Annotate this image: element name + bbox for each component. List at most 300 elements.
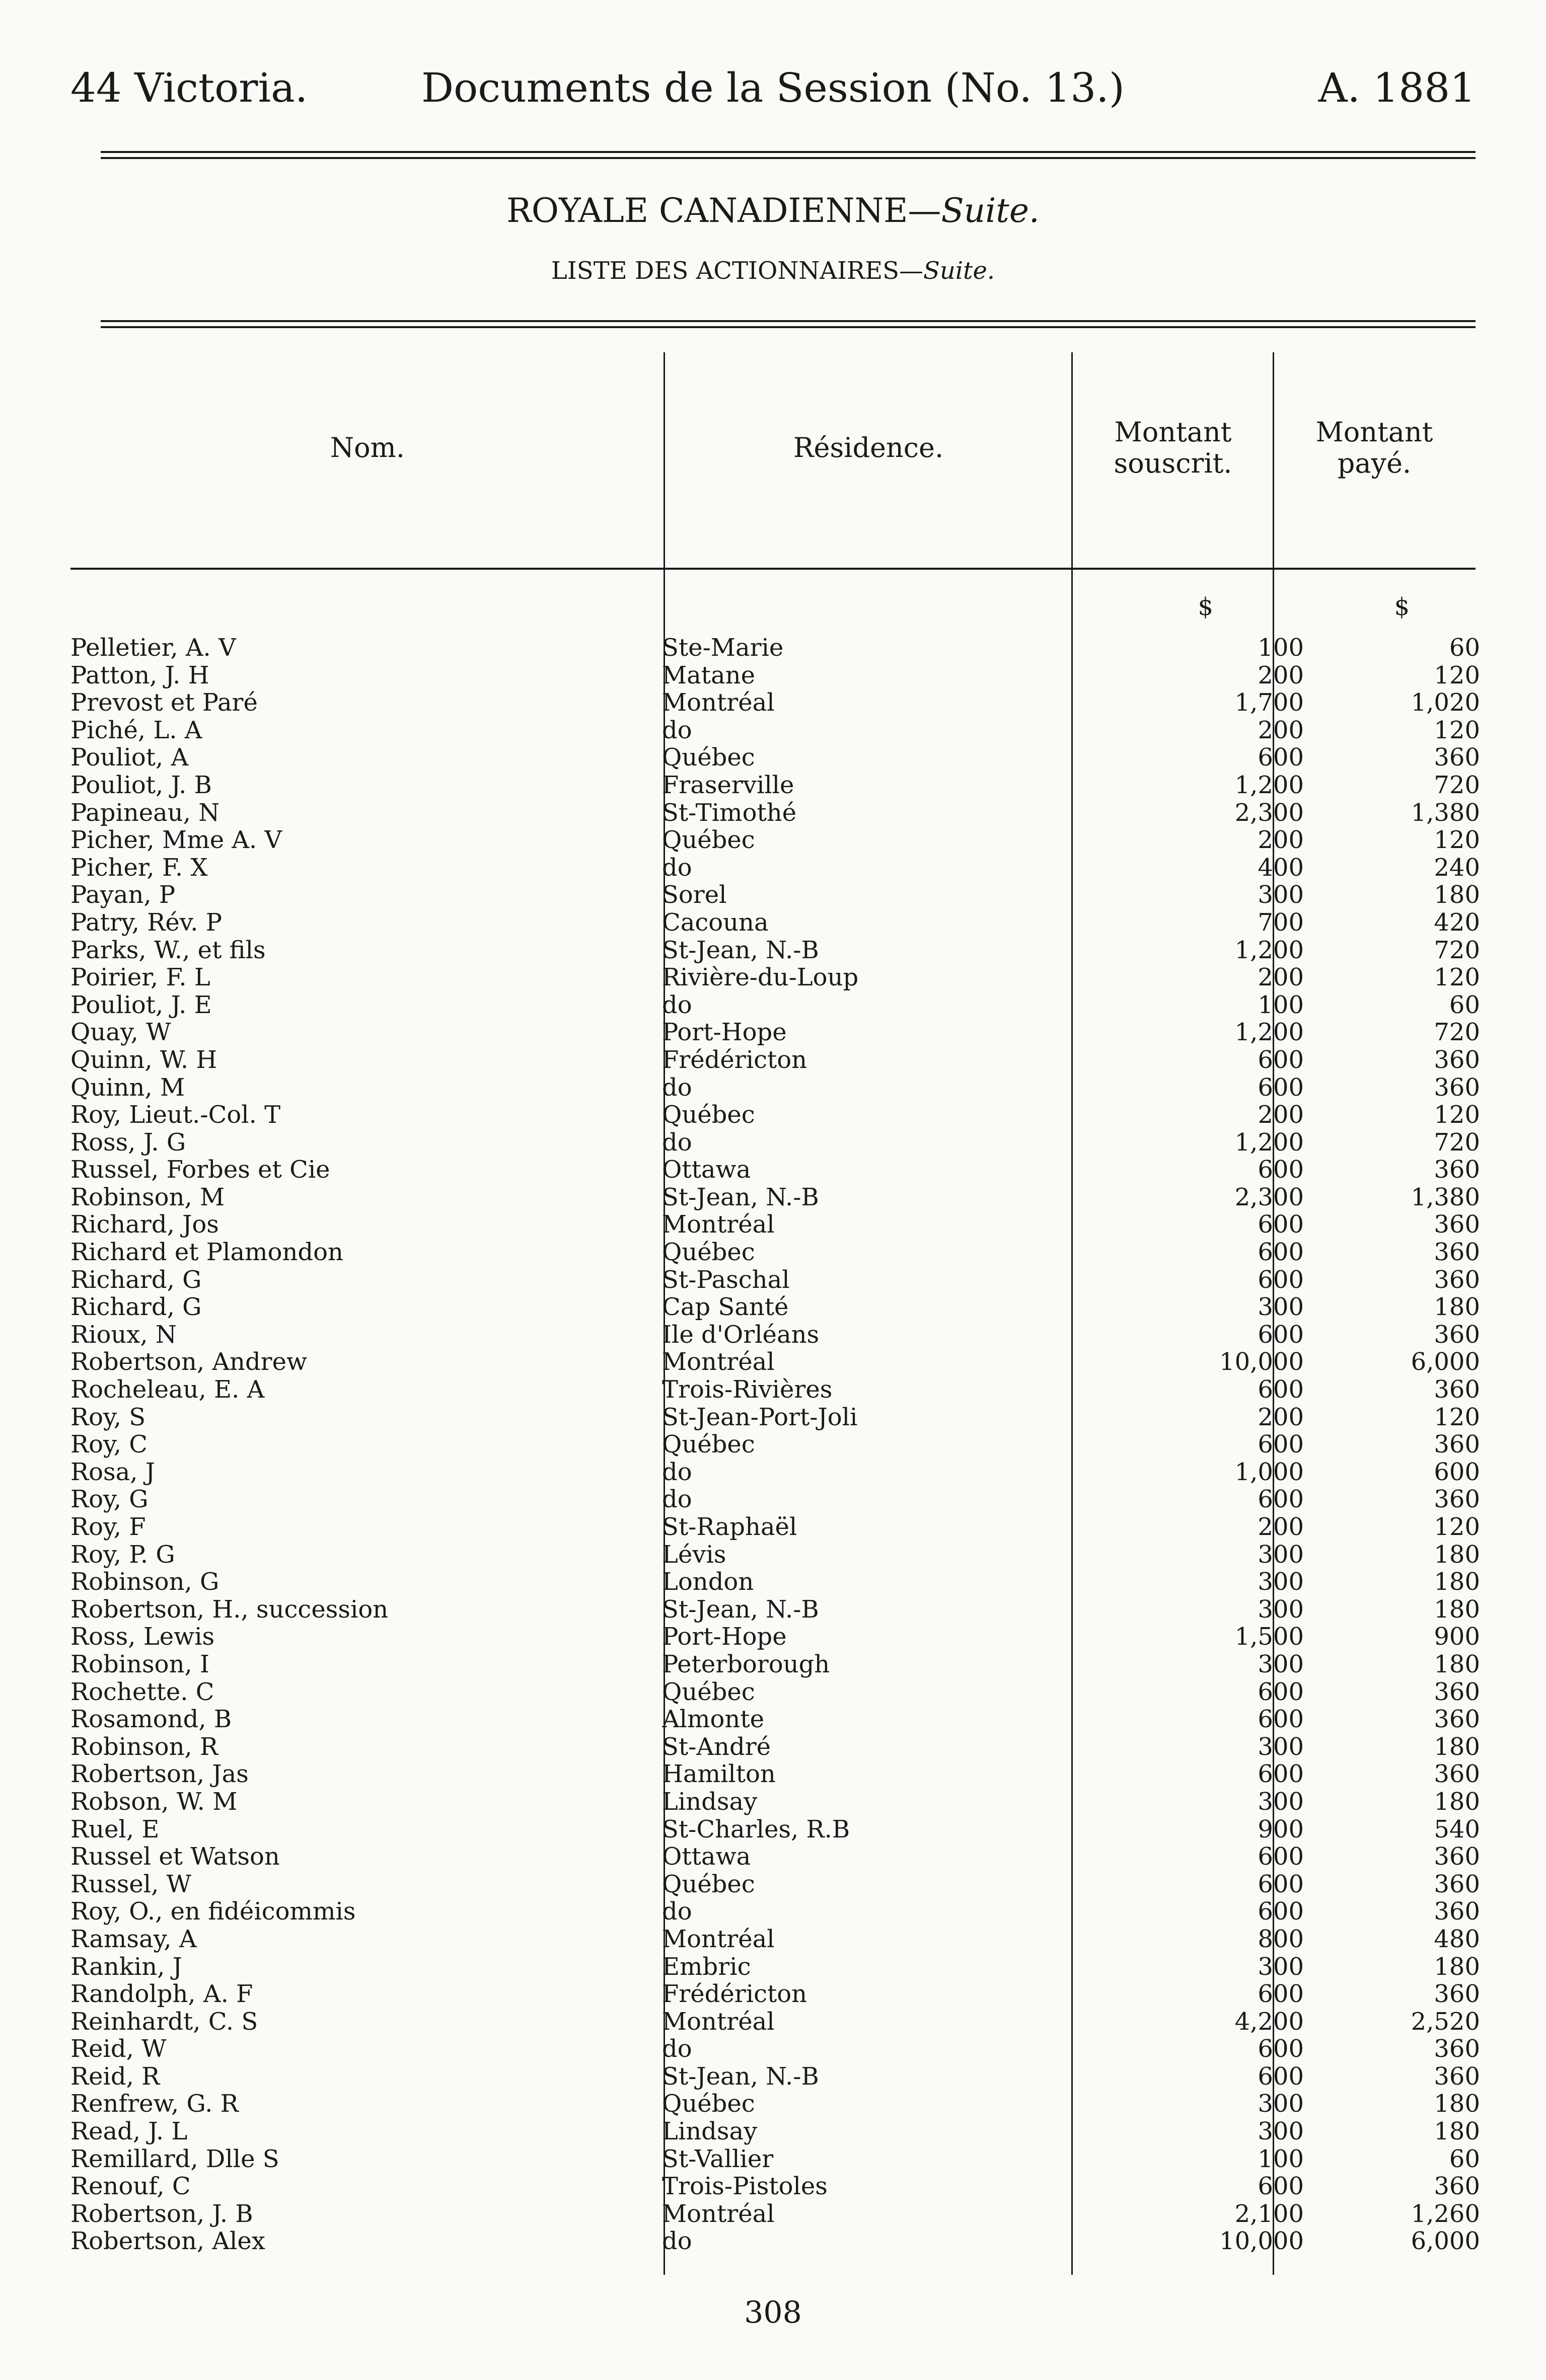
table-row xyxy=(70,1431,1480,1458)
montant-souscrit-cell: 200 xyxy=(1258,1513,1304,1541)
montant-paye-cell: 1,380 xyxy=(1411,799,1480,827)
name-cell: Robertson, Alex xyxy=(70,2228,265,2256)
name-cell: Renfrew, G. R xyxy=(70,2090,239,2118)
name-cell: Patton, J. H xyxy=(70,661,209,689)
montant-souscrit-cell: 300 xyxy=(1258,1650,1304,1678)
name-cell: Robinson, M xyxy=(70,1183,225,1211)
montant-paye-cell: 360 xyxy=(1434,1678,1480,1706)
montant-paye-cell: 180 xyxy=(1434,1541,1480,1569)
residence-cell: Lindsay xyxy=(662,1788,758,1816)
residence-cell: do xyxy=(662,1486,692,1513)
table-row xyxy=(70,1458,1480,1486)
name-cell: Roy, P. G xyxy=(70,1541,175,1569)
residence-cell: St-Jean, N.-B xyxy=(662,2062,819,2091)
name-cell: Richard, Jos xyxy=(70,1211,219,1239)
montant-paye-cell: 360 xyxy=(1434,1376,1480,1404)
residence-cell: Fraserville xyxy=(662,771,794,799)
residence-cell: St-Raphaël xyxy=(662,1513,797,1541)
montant-paye-cell: 360 xyxy=(1434,1239,1480,1266)
montant-souscrit-cell: 200 xyxy=(1258,661,1304,689)
residence-cell: Québec xyxy=(662,1678,755,1706)
residence-cell: Peterborough xyxy=(662,1650,830,1678)
residence-cell: do xyxy=(662,991,692,1019)
montant-paye-cell: 120 xyxy=(1434,826,1480,854)
montant-souscrit-cell: 1,000 xyxy=(1234,1458,1304,1486)
section-title-suffix: Suite. xyxy=(941,191,1040,230)
residence-cell: Matane xyxy=(662,661,755,689)
name-cell: Rosamond, B xyxy=(70,1706,232,1733)
montant-souscrit-cell: 1,500 xyxy=(1234,1623,1304,1651)
residence-cell: Ottawa xyxy=(662,1156,751,1184)
residence-cell: Québec xyxy=(662,744,755,772)
name-cell: Rioux, N xyxy=(70,1321,177,1349)
column-header-residence xyxy=(665,332,1072,564)
running-header xyxy=(70,64,1476,110)
montant-paye-cell: 180 xyxy=(1434,1595,1480,1624)
montant-souscrit-cell: 600 xyxy=(1258,1073,1304,1102)
residence-cell: Embric xyxy=(662,1953,751,1981)
montant-paye-cell: 60 xyxy=(1449,991,1480,1019)
name-cell: Roy, C xyxy=(70,1431,148,1458)
montant-souscrit-cell: 600 xyxy=(1258,1486,1304,1513)
montant-paye-cell: 120 xyxy=(1434,1513,1480,1541)
residence-cell: do xyxy=(662,1128,692,1157)
table-row xyxy=(70,1211,1480,1239)
montant-paye-cell: 360 xyxy=(1434,744,1480,772)
montant-souscrit-cell: 600 xyxy=(1258,1046,1304,1074)
table-row xyxy=(70,744,1480,772)
name-cell: Rochette. C xyxy=(70,1678,214,1706)
column-header-nom xyxy=(70,332,665,564)
residence-cell: Montréal xyxy=(662,689,775,717)
montant-souscrit-cell: 300 xyxy=(1258,2090,1304,2118)
table-row xyxy=(70,662,1480,689)
montant-souscrit-cell: 700 xyxy=(1258,908,1304,937)
montant-souscrit-cell: 1,200 xyxy=(1234,936,1304,964)
table-row xyxy=(70,634,1480,662)
montant-souscrit-cell: 300 xyxy=(1258,1293,1304,1321)
table-row xyxy=(70,1074,1480,1102)
name-cell: Robinson, R xyxy=(70,1733,218,1761)
montant-souscrit-cell: 100 xyxy=(1258,991,1304,1019)
montant-souscrit-cell: 600 xyxy=(1258,1870,1304,1898)
montant-paye-cell: 360 xyxy=(1434,1706,1480,1733)
residence-cell: do xyxy=(662,854,692,882)
name-cell: Robertson, Jas xyxy=(70,1760,249,1788)
residence-cell: Cacouna xyxy=(662,908,769,937)
name-cell: Robertson, Andrew xyxy=(70,1348,308,1376)
montant-paye-cell: 120 xyxy=(1434,661,1480,689)
montant-paye-cell: 120 xyxy=(1434,1403,1480,1431)
table-row xyxy=(70,1706,1480,1733)
montant-souscrit-cell: 600 xyxy=(1258,1760,1304,1788)
name-cell: Roy, S xyxy=(70,1403,146,1431)
table-row xyxy=(70,2090,1480,2118)
header-left: 44 Victoria. xyxy=(70,64,308,111)
residence-cell: St-Jean, N.-B xyxy=(662,1183,819,1211)
montant-souscrit-cell: 100 xyxy=(1258,2145,1304,2173)
residence-cell: Almonte xyxy=(662,1706,765,1733)
table-row xyxy=(70,964,1480,991)
table-row xyxy=(70,826,1480,854)
name-cell: Quay, W xyxy=(70,1019,171,1046)
residence-cell: Rivière-du-Loup xyxy=(662,964,859,991)
list-subtitle xyxy=(0,257,1546,285)
table-row xyxy=(70,2173,1480,2200)
montant-souscrit-cell: 400 xyxy=(1258,854,1304,882)
residence-cell: Ste-Marie xyxy=(662,634,784,662)
name-cell: Robertson, H., succession xyxy=(70,1595,389,1624)
residence-cell: Montréal xyxy=(662,2008,775,2036)
table-row xyxy=(70,1156,1480,1184)
residence-cell: Trois-Rivières xyxy=(662,1376,833,1404)
table-row xyxy=(70,1293,1480,1321)
name-cell: Piché, L. A xyxy=(70,716,202,744)
montant-souscrit-cell: 1,200 xyxy=(1234,1019,1304,1046)
montant-souscrit-cell: 200 xyxy=(1258,1403,1304,1431)
table-row xyxy=(70,1651,1480,1678)
table-row xyxy=(70,799,1480,827)
montant-souscrit-cell: 600 xyxy=(1258,2173,1304,2200)
name-cell: Reid, W xyxy=(70,2035,167,2063)
montant-souscrit-cell: 600 xyxy=(1258,2035,1304,2063)
table-row xyxy=(70,1596,1480,1624)
name-cell: Richard, G xyxy=(70,1293,202,1321)
residence-cell: St-Charles, R.B xyxy=(662,1815,850,1844)
name-cell: Rosa, J xyxy=(70,1458,156,1486)
table-row xyxy=(70,2228,1480,2255)
montant-paye-cell: 180 xyxy=(1434,1568,1480,1596)
montant-paye-cell: 1,020 xyxy=(1411,689,1480,717)
table-row xyxy=(70,991,1480,1019)
montant-souscrit-cell: 4,200 xyxy=(1234,2008,1304,2036)
table-row xyxy=(70,2008,1480,2036)
montant-paye-cell: 6,000 xyxy=(1411,2228,1480,2256)
name-cell: Pouliot, A xyxy=(70,744,189,772)
montant-souscrit-cell: 2,300 xyxy=(1234,1183,1304,1211)
montant-souscrit-cell: 200 xyxy=(1258,1101,1304,1129)
montant-paye-cell: 360 xyxy=(1434,1073,1480,1102)
table-row xyxy=(70,717,1480,744)
montant-souscrit-cell: 200 xyxy=(1258,716,1304,744)
table-row xyxy=(70,1733,1480,1761)
header-bottom-rule xyxy=(70,568,1476,570)
name-cell: Pouliot, J. E xyxy=(70,991,212,1019)
residence-cell: Sorel xyxy=(662,881,727,909)
montant-paye-cell: 360 xyxy=(1434,1486,1480,1513)
table-row xyxy=(70,1816,1480,1844)
unit-dollar-paye: $ xyxy=(1394,593,1410,621)
montant-souscrit-cell: 2,100 xyxy=(1234,2200,1304,2228)
montant-souscrit-cell: 600 xyxy=(1258,1376,1304,1404)
residence-cell: Québec xyxy=(662,826,755,854)
montant-paye-cell: 600 xyxy=(1434,1458,1480,1486)
montant-souscrit-line2: souscrit. xyxy=(1114,447,1232,479)
name-cell: Roy, F xyxy=(70,1513,146,1541)
list-subtitle-suffix: Suite. xyxy=(923,257,995,285)
residence-cell: do xyxy=(662,1458,692,1486)
column-header-residence-text: Résidence. xyxy=(793,431,944,464)
montant-souscrit-cell: 300 xyxy=(1258,1733,1304,1761)
montant-paye-cell: 360 xyxy=(1434,1266,1480,1294)
montant-paye-cell: 900 xyxy=(1434,1623,1480,1651)
residence-cell: Cap Santé xyxy=(662,1293,789,1321)
name-cell: Rocheleau, E. A xyxy=(70,1376,265,1404)
table-row xyxy=(70,1321,1480,1349)
page-number: 308 xyxy=(744,2295,802,2330)
montant-souscrit-cell: 200 xyxy=(1258,964,1304,991)
montant-souscrit-cell: 600 xyxy=(1258,1156,1304,1184)
montant-souscrit-cell: 600 xyxy=(1258,1266,1304,1294)
table-row xyxy=(70,1843,1480,1871)
table-row xyxy=(70,1926,1480,1953)
montant-paye-cell: 720 xyxy=(1434,771,1480,799)
table-row xyxy=(70,1541,1480,1569)
table-row xyxy=(70,1760,1480,1788)
name-cell: Quinn, W. H xyxy=(70,1046,217,1074)
residence-cell: Port-Hope xyxy=(662,1019,787,1046)
montant-souscrit-cell: 600 xyxy=(1258,1898,1304,1926)
residence-cell: Frédéricton xyxy=(662,1980,807,2008)
name-cell: Picher, F. X xyxy=(70,854,208,882)
montant-souscrit-cell: 800 xyxy=(1258,1925,1304,1953)
montant-paye-line1: Montant xyxy=(1315,416,1433,448)
montant-souscrit-cell: 200 xyxy=(1258,826,1304,854)
table-row xyxy=(70,1623,1480,1651)
montant-paye-cell: 360 xyxy=(1434,1046,1480,1074)
montant-paye-cell: 60 xyxy=(1449,2145,1480,2173)
montant-souscrit-cell: 300 xyxy=(1258,881,1304,909)
table-row xyxy=(70,1788,1480,1816)
residence-cell: Québec xyxy=(662,2090,755,2118)
table-row xyxy=(70,1376,1480,1404)
montant-paye-cell: 720 xyxy=(1434,1019,1480,1046)
montant-paye-cell: 180 xyxy=(1434,2090,1480,2118)
table-row xyxy=(70,1184,1480,1211)
montant-paye-cell: 360 xyxy=(1434,1898,1480,1926)
montant-paye-cell: 180 xyxy=(1434,1733,1480,1761)
residence-cell: St-Jean, N.-B xyxy=(662,936,819,964)
montant-souscrit-cell: 300 xyxy=(1258,1541,1304,1569)
header-center: Documents de la Session (No. 13.) xyxy=(421,64,1125,111)
residence-cell: London xyxy=(662,1568,754,1596)
table-row xyxy=(70,772,1480,799)
montant-souscrit-cell: 600 xyxy=(1258,1211,1304,1239)
montant-paye-cell: 180 xyxy=(1434,2118,1480,2145)
montant-paye-line2: payé. xyxy=(1337,447,1412,479)
montant-paye-cell: 360 xyxy=(1434,1156,1480,1184)
montant-souscrit-cell: 100 xyxy=(1258,634,1304,662)
name-cell: Poirier, F. L xyxy=(70,964,210,991)
residence-cell: St-Jean-Port-Joli xyxy=(662,1403,858,1431)
table-row xyxy=(70,1898,1480,1926)
column-header-montant-souscrit xyxy=(1072,332,1274,564)
montant-paye-cell: 360 xyxy=(1434,2062,1480,2091)
table-row xyxy=(70,1871,1480,1898)
name-cell: Richard et Plamondon xyxy=(70,1239,343,1266)
name-cell: Pouliot, J. B xyxy=(70,771,212,799)
montant-souscrit-cell: 300 xyxy=(1258,1595,1304,1624)
residence-cell: Lévis xyxy=(662,1541,726,1569)
residence-cell: St-Jean, N.-B xyxy=(662,1595,819,1624)
table-row xyxy=(70,1046,1480,1074)
montant-souscrit-cell: 900 xyxy=(1258,1815,1304,1844)
montant-paye-cell: 180 xyxy=(1434,1650,1480,1678)
montant-souscrit-cell: 1,200 xyxy=(1234,771,1304,799)
montant-paye-cell: 360 xyxy=(1434,1843,1480,1871)
table-row xyxy=(70,1953,1480,1981)
montant-souscrit-cell: 1,200 xyxy=(1234,1128,1304,1157)
montant-souscrit-cell: 10,000 xyxy=(1219,1348,1304,1376)
montant-paye-cell: 360 xyxy=(1434,1760,1480,1788)
montant-paye-cell: 360 xyxy=(1434,1870,1480,1898)
montant-souscrit-cell: 300 xyxy=(1258,1788,1304,1816)
residence-cell: Trois-Pistoles xyxy=(662,2173,828,2200)
shareholder-table-body xyxy=(70,634,1480,2255)
table-row xyxy=(70,1404,1480,1431)
table-row xyxy=(70,1129,1480,1157)
name-cell: Russel, W xyxy=(70,1870,191,1898)
residence-cell: do xyxy=(662,1898,692,1926)
montant-souscrit-cell: 600 xyxy=(1258,1321,1304,1349)
residence-cell: do xyxy=(662,2228,692,2256)
table-row xyxy=(70,881,1480,909)
residence-cell: Québec xyxy=(662,1431,755,1458)
montant-paye-cell: 420 xyxy=(1434,908,1480,937)
table-row xyxy=(70,689,1480,717)
residence-cell: Montréal xyxy=(662,2200,775,2228)
montant-souscrit-line1: Montant xyxy=(1114,416,1232,448)
name-cell: Russel, Forbes et Cie xyxy=(70,1156,330,1184)
montant-souscrit-cell: 600 xyxy=(1258,2062,1304,2091)
montant-paye-cell: 480 xyxy=(1434,1925,1480,1953)
table-row xyxy=(70,2118,1480,2145)
montant-souscrit-cell: 1,700 xyxy=(1234,689,1304,717)
montant-souscrit-cell: 600 xyxy=(1258,1980,1304,2008)
montant-souscrit-cell: 600 xyxy=(1258,744,1304,772)
name-cell: Reid, R xyxy=(70,2062,160,2091)
name-cell: Ruel, E xyxy=(70,1815,160,1844)
table-row xyxy=(70,1513,1480,1541)
residence-cell: Hamilton xyxy=(662,1760,776,1788)
name-cell: Prevost et Paré xyxy=(70,689,258,717)
residence-cell: Lindsay xyxy=(662,2118,758,2145)
table-row xyxy=(70,1101,1480,1129)
montant-paye-cell: 120 xyxy=(1434,964,1480,991)
unit-dollar-souscrit: $ xyxy=(1198,593,1213,621)
header-double-rule xyxy=(101,151,1476,159)
montant-paye-cell: 360 xyxy=(1434,1321,1480,1349)
table-row xyxy=(70,2145,1480,2173)
table-top-rule xyxy=(101,320,1476,328)
residence-cell: Port-Hope xyxy=(662,1623,787,1651)
table-row xyxy=(70,2063,1480,2091)
residence-cell: Québec xyxy=(662,1870,755,1898)
residence-cell: Montréal xyxy=(662,1211,775,1239)
table-row xyxy=(70,1239,1480,1266)
montant-souscrit-cell: 600 xyxy=(1258,1431,1304,1458)
residence-cell: do xyxy=(662,2035,692,2063)
table-row xyxy=(70,854,1480,882)
montant-paye-cell: 240 xyxy=(1434,854,1480,882)
table-row xyxy=(70,2035,1480,2063)
name-cell: Renouf, C xyxy=(70,2173,191,2200)
residence-cell: Québec xyxy=(662,1101,755,1129)
name-cell: Pelletier, A. V xyxy=(70,634,236,662)
name-cell: Robinson, I xyxy=(70,1650,209,1678)
name-cell: Patry, Rév. P xyxy=(70,908,223,937)
name-cell: Russel et Watson xyxy=(70,1843,280,1871)
name-cell: Roy, Lieut.-Col. T xyxy=(70,1101,281,1129)
montant-paye-cell: 1,380 xyxy=(1411,1183,1480,1211)
name-cell: Papineau, N xyxy=(70,799,220,827)
montant-paye-cell: 180 xyxy=(1434,1788,1480,1816)
list-subtitle-main: LISTE DES ACTIONNAIRES— xyxy=(551,257,923,285)
name-cell: Parks, W., et fils xyxy=(70,936,266,964)
residence-cell: do xyxy=(662,716,692,744)
name-cell: Ross, J. G xyxy=(70,1128,186,1157)
table-row xyxy=(70,1019,1480,1046)
residence-cell: Ile d'Orléans xyxy=(662,1321,820,1349)
name-cell: Roy, G xyxy=(70,1486,149,1513)
montant-souscrit-cell: 300 xyxy=(1258,2118,1304,2145)
table-row xyxy=(70,1980,1480,2008)
name-cell: Reinhardt, C. S xyxy=(70,2008,258,2036)
residence-cell: St-Timothé xyxy=(662,799,797,827)
residence-cell: Montréal xyxy=(662,1348,775,1376)
montant-paye-cell: 360 xyxy=(1434,2173,1480,2200)
name-cell: Ross, Lewis xyxy=(70,1623,215,1651)
name-cell: Robinson, G xyxy=(70,1568,219,1596)
residence-cell: St-André xyxy=(662,1733,771,1761)
residence-cell: Montréal xyxy=(662,1925,775,1953)
montant-souscrit-cell: 600 xyxy=(1258,1843,1304,1871)
montant-souscrit-cell: 300 xyxy=(1258,1568,1304,1596)
column-header-montant-paye xyxy=(1274,332,1475,564)
montant-paye-cell: 180 xyxy=(1434,1953,1480,1981)
name-cell: Robson, W. M xyxy=(70,1788,238,1816)
name-cell: Robertson, J. B xyxy=(70,2200,253,2228)
montant-paye-cell: 540 xyxy=(1434,1815,1480,1844)
table-row xyxy=(70,1266,1480,1294)
montant-paye-cell: 360 xyxy=(1434,2035,1480,2063)
montant-paye-cell: 360 xyxy=(1434,1980,1480,2008)
montant-paye-cell: 180 xyxy=(1434,881,1480,909)
montant-paye-cell: 6,000 xyxy=(1411,1348,1480,1376)
montant-souscrit-cell: 2,300 xyxy=(1234,799,1304,827)
name-cell: Picher, Mme A. V xyxy=(70,826,282,854)
montant-paye-cell: 120 xyxy=(1434,716,1480,744)
table-row xyxy=(70,1568,1480,1596)
name-cell: Quinn, M xyxy=(70,1073,185,1102)
montant-souscrit-cell: 10,000 xyxy=(1219,2228,1304,2256)
column-header-nom-text: Nom. xyxy=(330,431,405,464)
name-cell: Richard, G xyxy=(70,1266,202,1294)
table-row xyxy=(70,2200,1480,2228)
table-row xyxy=(70,1348,1480,1376)
residence-cell: St-Paschal xyxy=(662,1266,790,1294)
montant-paye-cell: 120 xyxy=(1434,1101,1480,1129)
name-cell: Roy, O., en fidéicommis xyxy=(70,1898,356,1926)
table-row xyxy=(70,937,1480,964)
header-right: A. 1881 xyxy=(1318,64,1476,111)
montant-souscrit-cell: 600 xyxy=(1258,1706,1304,1733)
montant-paye-cell: 720 xyxy=(1434,1128,1480,1157)
name-cell: Payan, P xyxy=(70,881,176,909)
table-row xyxy=(70,1486,1480,1513)
name-cell: Rankin, J xyxy=(70,1953,182,1981)
section-title xyxy=(0,191,1546,230)
